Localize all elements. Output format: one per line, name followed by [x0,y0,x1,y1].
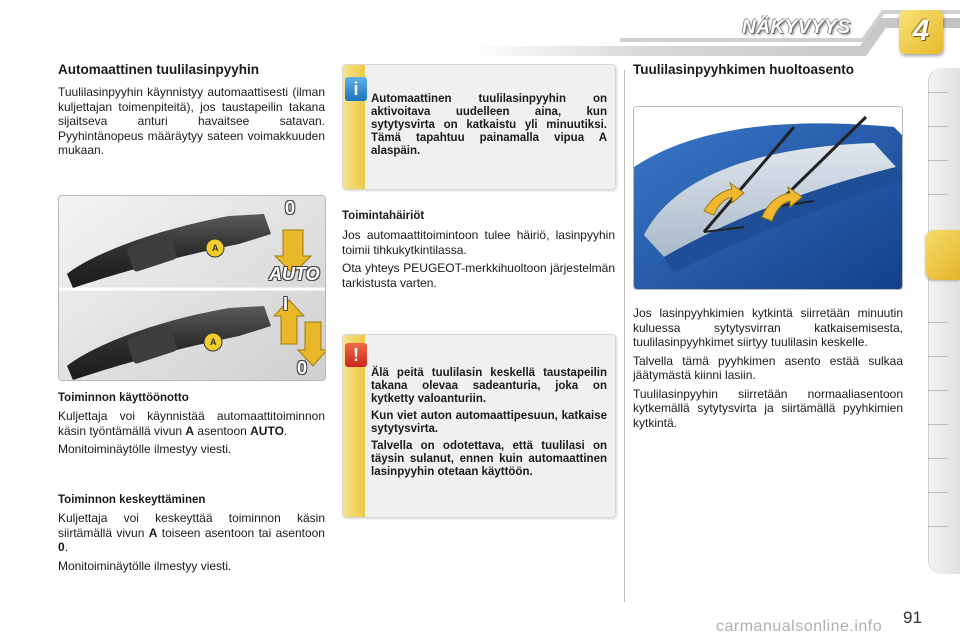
warning-note-text: Älä peitä tuulilasin keskellä taustapeilin takana olevaa sadeanturia, joka on kytketty valoanturiin. Kun viet auton automaattipesuun, katkaise sytytysvirta. Talvella on odotettava, että tuulilasi on täysin sulanut, ennen kuin automaattinen lasinpyyhin otetaan käyttöön. [371,367,607,478]
maintenance-text [633,306,903,434]
maintenance-paragraph: Talvella tämä pyyhkimen asento estää sulkaa jäätymästä kiinni lasiin. [633,353,903,382]
header-band [470,0,960,56]
tab-divider [928,126,948,127]
position-zero-label: 0 [285,198,296,218]
malfunction-paragraph: Jos automaattitoimintoon tulee häiriö, lasinpyyhin toimii tihkukytkintilassa. [342,228,615,257]
stop-section [58,494,325,577]
info-note-text: Automaattinen tuulilasinpyyhin on aktivoitava uudelleen aina, kun sytytysvirta on katkaistu yli minuutiksi. Tämä tapahtuu painamalla vipua A alaspäin. [371,93,607,157]
malfunction-section [342,210,615,294]
stop-paragraph: Kuljettaja voi keskeyttää toiminnon käsin siirtämällä vivun A toiseen asentoon tai asentoon 0. Monitoiminäytölle ilmestyy viesti. [58,511,325,573]
intro-paragraph: Tuulilasinpyyhin käynnistyy automaattisesti (ilman kuljettajan toimenpiteitä), jos taustapeilin takana sijaitseva anturi havaitsee satavan. Pyyhintänopeus määräytyy sateen voimakkuuden mukaan. [58,85,325,157]
chapter-number: 4 [912,14,930,47]
chapter-tab-active[interactable] [926,230,960,280]
page-number: 91 [903,608,922,627]
start-section [58,392,325,461]
start-paragraph: Kuljettaja voi käynnistää automaattitoiminnon käsin työntämällä vivun A asentoon AUTO. Monitoiminäytölle ilmestyy viesti. [58,409,325,456]
tab-divider [928,424,948,425]
windscreen-illustration [634,107,903,290]
subsection-title: Toimintahäiriöt [342,210,425,222]
warning-note-box [342,334,616,518]
position-zero-label: 0 [297,358,308,378]
maintenance-paragraph: Jos lasinpyyhkimien kytkintä siirretään minuutin kuluessa sytytysvirran katkaisemisesta, tuulilasinpyyhkimet siirtyy tuulilasin keskelle. [633,306,903,349]
lever-label-a: A [210,337,217,347]
lever-label-a: A [212,243,219,253]
page-title: NÄKYVYYS [742,17,851,38]
tab-divider [928,526,948,527]
subsection-title: Toiminnon käyttöönotto [58,392,189,404]
tab-divider [928,390,948,391]
tab-divider [928,492,948,493]
tab-divider [928,356,948,357]
malfunction-paragraph: Ota yhteys PEUGEOT-merkkihuoltoon järjestelmän tarkistusta varten. [342,261,615,290]
tab-divider [928,160,948,161]
info-icon: i [345,77,367,101]
tab-divider [928,194,948,195]
position-one-label: I [283,294,289,314]
left-column [58,62,325,158]
position-auto-label: AUTO [269,264,320,284]
tab-divider [928,458,948,459]
chapter-tab-strip [928,68,960,574]
wiper-lever-illustration [59,196,326,381]
column-divider [624,70,625,602]
wiper-lever-figure [58,195,326,381]
info-note-box [342,64,616,190]
chapter-badge [899,10,943,54]
section-title: Automaattinen tuulilasinpyyhin [58,62,260,77]
maintenance-paragraph: Tuulilasinpyyhin siirretään normaaliasentoon kytkemällä sytytysvirta ja siirtämällä pyyhkimien kytkintä. [633,386,903,430]
watermark: carmanualsonline.info [716,618,883,635]
windscreen-figure [633,106,903,290]
section-title: Tuulilasinpyyhkimen huoltoasento [633,62,855,77]
warning-icon: ! [345,343,367,367]
maintenance-section [633,62,903,77]
tab-divider [928,322,948,323]
subsection-title: Toiminnon keskeyttäminen [58,494,206,506]
tab-divider [928,92,948,93]
